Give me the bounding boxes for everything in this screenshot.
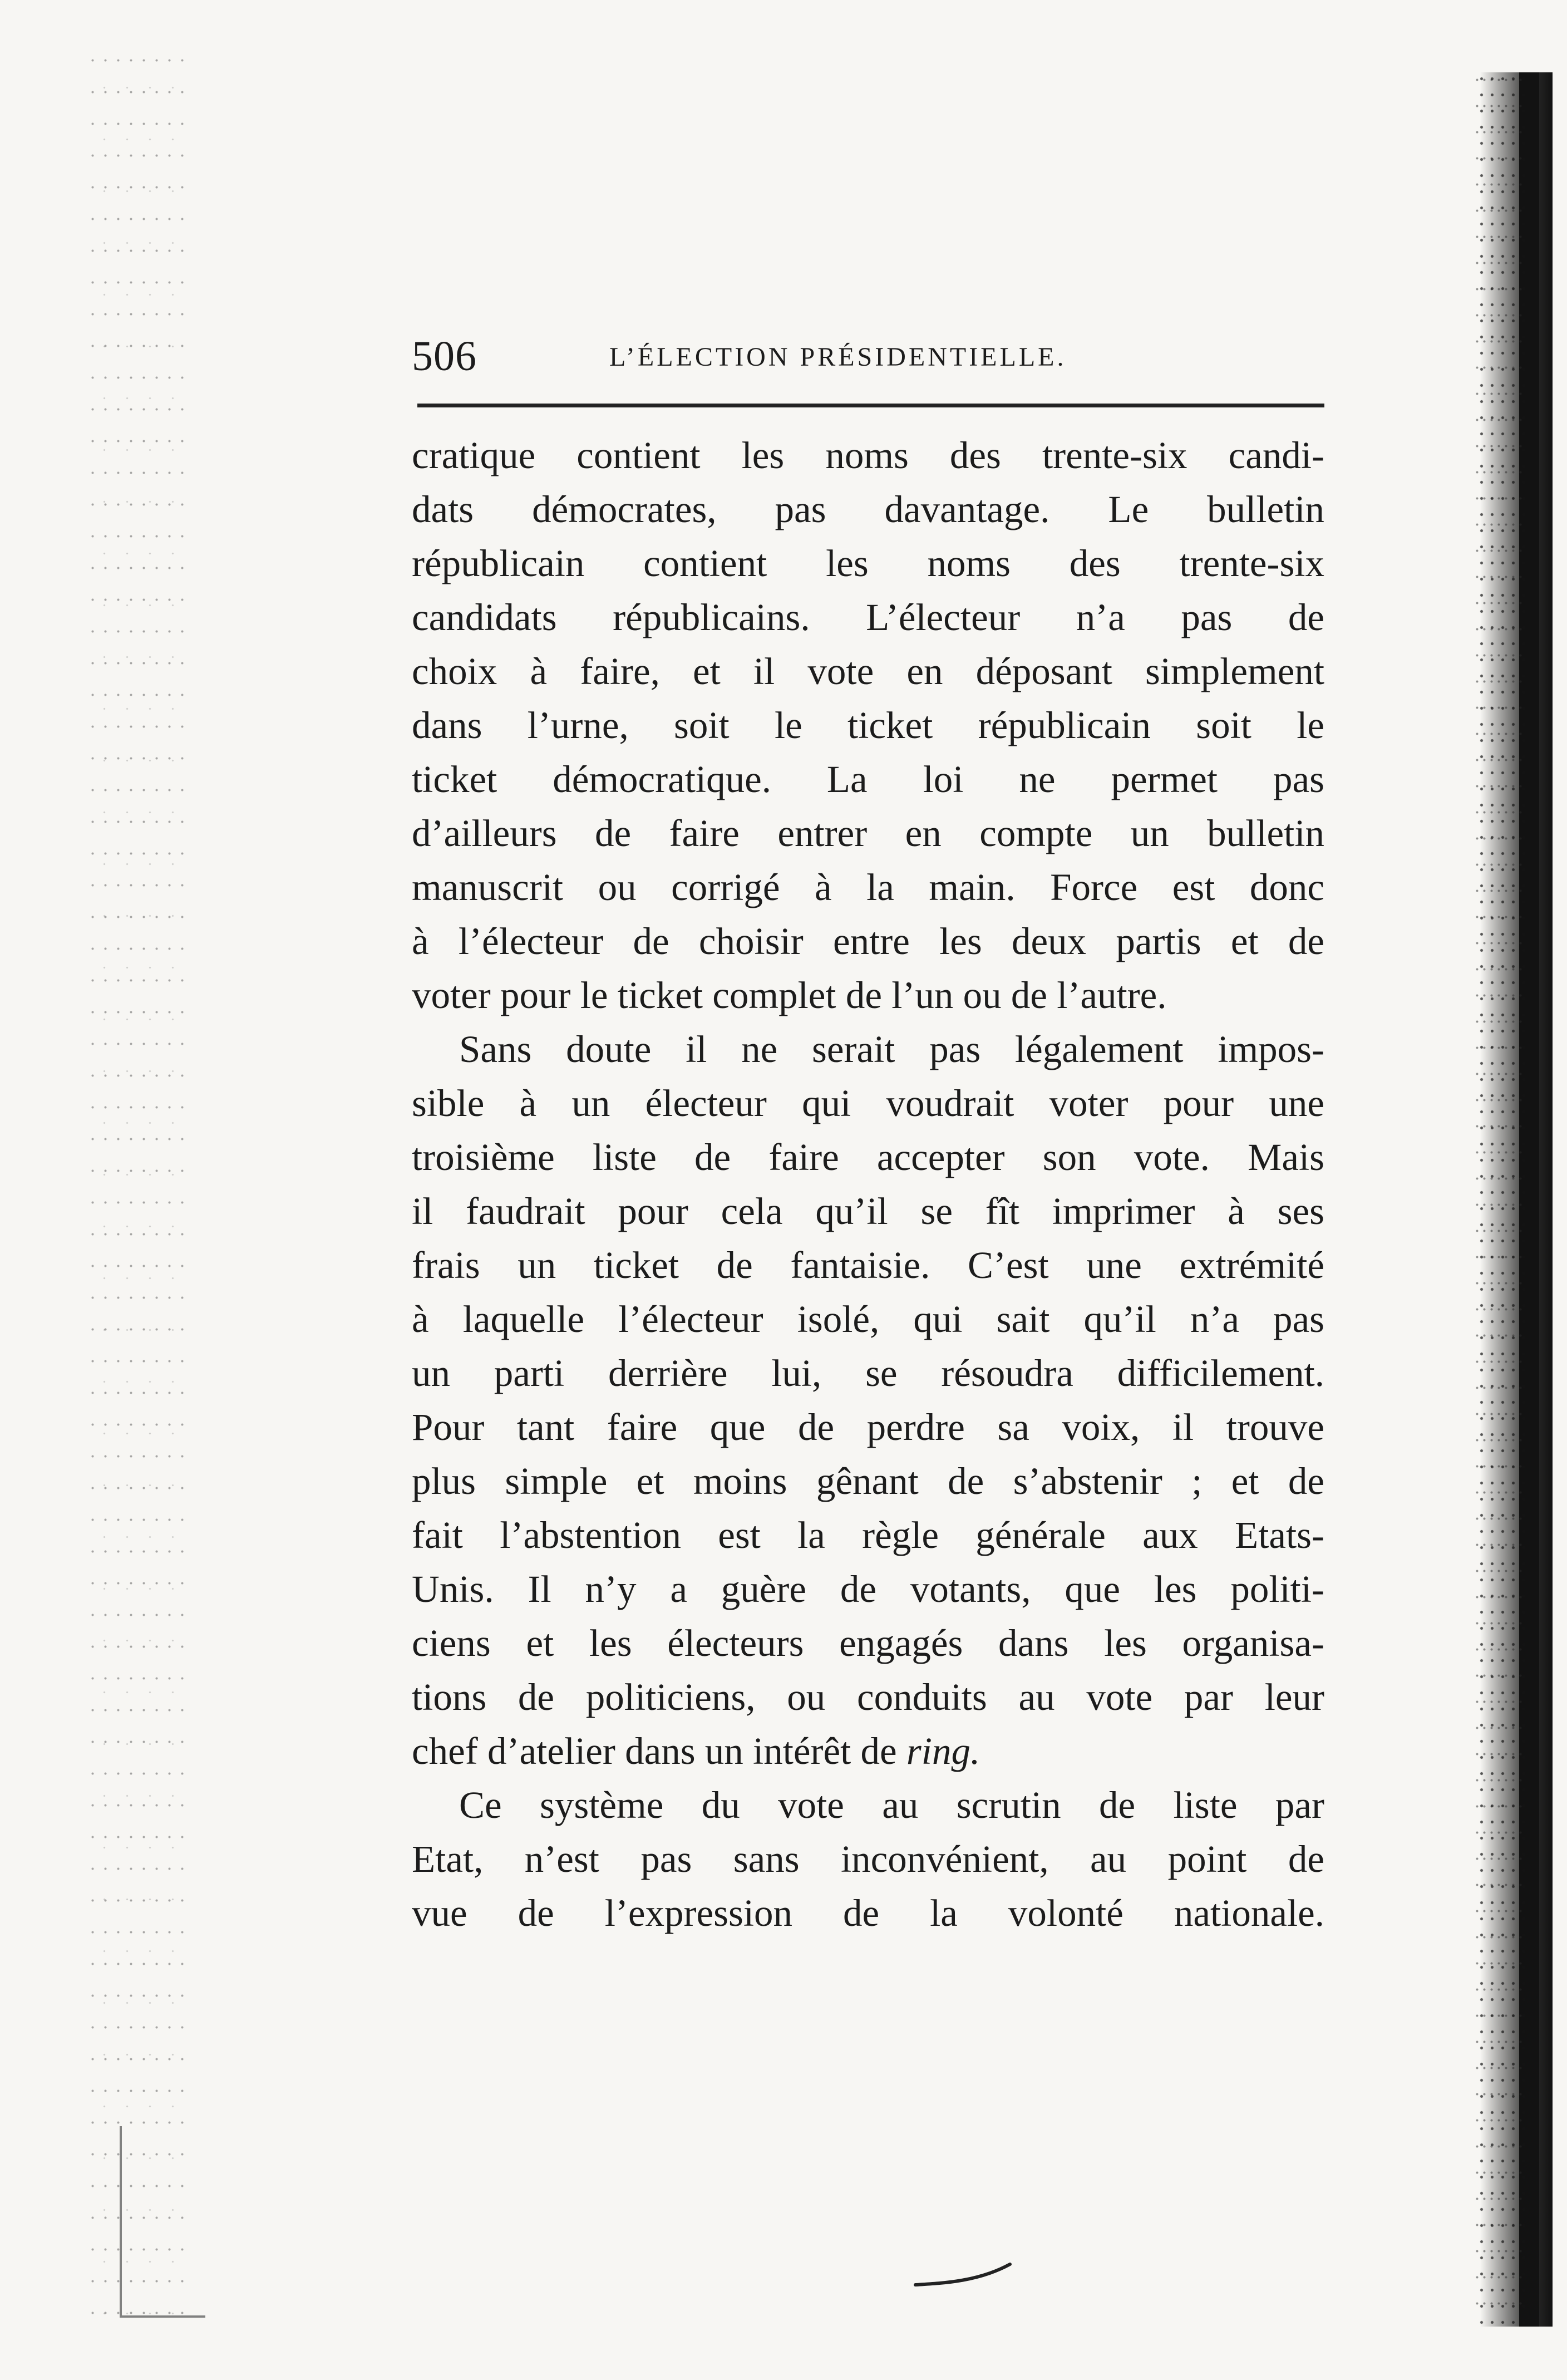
- text-line: Etat, n’est pas sans inconvénient, au point de: [412, 1838, 1324, 1880]
- running-title: L’ÉLECTION PRÉSIDENTIELLE.: [609, 342, 1067, 372]
- scan-margin-mark: [120, 2126, 205, 2318]
- text-line: plus simple et moins gênant de s’abstenir ; et de: [412, 1460, 1324, 1502]
- text-line: manuscrit ou corrigé à la main. Force est donc: [412, 866, 1324, 908]
- text-line: [412, 1724, 1324, 1778]
- text-line: candidats républicains. L’électeur n’a pas de: [412, 596, 1324, 638]
- text-line: frais un ticket de fantaisie. C’est une extrémité: [412, 1244, 1324, 1286]
- text-line: il faudrait pour cela qu’il se fît imprimer à ses: [412, 1190, 1324, 1232]
- text-line: dats démocrates, pas davantage. Le bulletin: [412, 488, 1324, 530]
- text-line: Unis. Il n’y a guère de votants, que les politi-: [412, 1568, 1324, 1610]
- text-line: sible à un électeur qui voudrait voter pour une: [412, 1082, 1324, 1124]
- text-line: ticket démocratique. La loi ne permet pas: [412, 758, 1324, 800]
- text-line: Ce système du vote au scrutin de liste par: [459, 1784, 1324, 1826]
- text-line: cratique contient les noms des trente-six candi-: [412, 434, 1324, 476]
- text-line: républicain contient les noms des trente-six: [412, 542, 1324, 584]
- text-line: voter pour le ticket complet de l’un ou de l’autre.: [412, 974, 1167, 1016]
- text-line: tions de politiciens, ou conduits au vote par leur: [412, 1676, 1324, 1718]
- text-line: Sans doute il ne serait pas légalement impos-: [459, 1028, 1324, 1070]
- scan-speckle: [83, 45, 189, 2338]
- text-line: troisième liste de faire accepter son vote. Mais: [412, 1136, 1324, 1178]
- text-line: Pour tant faire que de perdre sa voix, il trouve: [412, 1406, 1324, 1448]
- body-text: [412, 429, 1324, 1940]
- header-rule: [417, 404, 1324, 407]
- pen-stroke-mark: [913, 2260, 1013, 2293]
- text-line: vue de l’expression de la volonté nationale.: [412, 1892, 1324, 1934]
- page-content: [412, 0, 1324, 2380]
- text-line: choix à faire, et il vote en déposant simplement: [412, 650, 1324, 692]
- text-line: ciens et les électeurs engagés dans les organisa-: [412, 1622, 1324, 1664]
- binding-dust: [1475, 67, 1525, 2327]
- text-line: dans l’urne, soit le ticket républicain soit le: [412, 704, 1324, 746]
- text-line: à l’électeur de choisir entre les deux partis et de: [412, 920, 1324, 962]
- italic-word: ring.: [906, 1730, 980, 1772]
- page-number: 506: [412, 333, 477, 380]
- text-line: à laquelle l’électeur isolé, qui sait qu’il n’a pas: [412, 1298, 1324, 1340]
- text-line-main: chef d’atelier dans un intérêt de: [412, 1730, 906, 1772]
- text-line: fait l’abstention est la règle générale aux Etats-: [412, 1514, 1324, 1556]
- text-line: un parti derrière lui, se résoudra difficilement.: [412, 1352, 1324, 1394]
- text-line: d’ailleurs de faire entrer en compte un bulletin: [412, 812, 1324, 854]
- running-head: [412, 334, 1324, 378]
